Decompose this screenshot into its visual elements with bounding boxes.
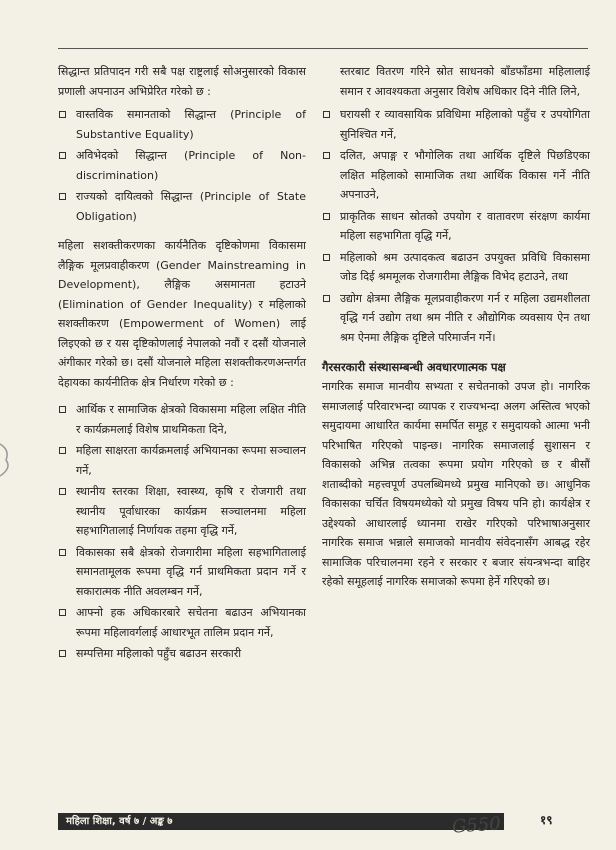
left-column [58,62,306,666]
checkbox-bullet-icon [59,488,66,495]
list-item [58,543,306,602]
checkbox-bullet-icon [323,213,330,220]
list-item-text: सम्पत्तिमा महिलाको पहुँच बढाउन सरकारी [76,647,242,660]
checkbox-bullet-icon [323,111,330,118]
list-item-text: अविभेदको सिद्धान्त (Principle of Non-discrimination) [76,149,306,182]
list-item-text: प्राकृतिक साधन स्रोतको उपयोग र वातावरण संरक्षण कार्यमा महिला सहभागिता वृद्धि गर्ने, [340,209,590,242]
top-rule [58,48,588,49]
list-item [58,146,306,185]
intro-paragraph: सिद्धान्त प्रतिपादन गरी सबै पक्ष राष्ट्रलाई सोअनुसारको विकास प्रणाली अपनाउन अभिप्रेरित गरेको छ : [58,65,306,98]
checkbox-bullet-icon [59,152,66,159]
list-item-text: विकासका सबै क्षेत्रको रोजगारीमा महिला सहभागितालाई समानतामूलक रूपमा वृद्धि गर्न प्राथमिकता प्रदान गर्ने र सकारात्मक नीति अवलम्बन गर्ने, [76,545,306,598]
list-item-text: घरायसी र व्यावसायिक प्रविधिमा महिलाको पहुँच र उपयोगिता सुनिश्चित गर्ने, [340,108,590,141]
body-paragraph: महिला सशक्तीकरणका कार्यनैतिक दृष्टिकोणमा विकासमा लैङ्गिक मूलप्रवाहीकरण (Gender Mainstreaming in Development), लैङ्गिक असमानता हटाउने (Elimination of Gender Inequality) र महिलाको सशक्तीकरण (Empowerment of Women) लाई लिइएको छ र यस दृष्टिकोणलाई नेपालको नवौं र दसौं योजनाले अंगीकार गरेको छ। दसौं योजनाले महिला सशक्तीकरणअन्तर्गत देहायका कार्यनीतिक क्षेत्र निर्धारण गरेको छ : [58,239,306,389]
list-item [58,441,306,480]
list-item [58,105,306,144]
list-item [58,482,306,541]
section-heading: गैरसरकारी संस्थासम्बन्धी अवधारणात्मक पक्ष [322,360,506,374]
list-item-text: आफ्नो हक अधिकारबारे सचेतना बढाउन अभियानका रूपमा महिलावर्गलाई आधारभूत तालिम प्रदान गर्ने, [76,606,306,639]
list-item-text: महिलाको श्रम उत्पादकत्व बढाउन उपयुक्त प्रविधि विकासमा जोड दिई श्रममूलक रोजगारीमा लैङ्गिक विभेद हटाउने, तथा [340,250,590,283]
checkbox-bullet-icon [59,447,66,454]
page-edge-tear-icon [0,442,14,478]
list-item [58,187,306,226]
checkbox-bullet-icon [323,295,330,302]
checkbox-bullet-icon [59,549,66,556]
list-item-text: राज्यको दायित्वको सिद्धान्त (Principle of State Obligation) [76,190,306,223]
list-item-text: महिला साक्षरता कार्यक्रमलाई अभियानका रूपमा सञ्चालन गर्ने, [76,444,306,477]
journal-title: महिला शिक्षा, वर्ष ७ / अङ्क ७ [66,816,173,827]
list-item-text: उद्योग क्षेत्रमा लैङ्गिक मूलप्रवाहीकरण गर्न र महिला उद्यमशीलता वृद्धि गर्न उद्योग तथा श्रम नीति र औद्योगिक व्यवसाय ऐन तथा श्रम ऐनमा लैङ्गिक दृष्टिले परिमार्जन गर्ने। [340,291,590,344]
strategies-list-left [58,400,306,664]
section-paragraph: नागरिक समाज मानवीय सभ्यता र सचेतनाको उपज हो। नागरिक समाजलाई परिवारभन्दा व्यापक र राज्यभन्दा अलग अस्तित्व भएको समुदायमा आधारित कार्यमा समर्पित समूह र समुदायको आत्मा भनी परिभाषित गरिएको पाइन्छ। नागरिक समाजलाई सुशासन र विकासको अभिन्न तत्वका रूपमा प्रयोग गरिएको छ र बीसौं शताब्दीको महत्त्वपूर्ण उपलब्धिमध्ये प्रमुख मानिएको छ। आधुनिक विकासका चर्चित विषयमध्येको यो प्रमुख विषय पनि हो। कार्यक्षेत्र र उद्देश्यको आधारलाई ध्यानमा राखेर गरिएको परिभाषाअनुसार नागरिक समाज भन्नाले समाजको मानवीय संवेदनासँग आबद्ध रहेर सामाजिक परिचालनमा रहने र सरकार र बजार संयन्त्रभन्दा बाहिर रहेको समूहलाई नागरिक समाजको रूपमा हेर्ने गरिएको छ। [322,380,590,588]
list-item [58,603,306,642]
continuation-text: स्तरबाट वितरण गरिने स्रोत साधनको बाँडफाँडमा महिलालाई समान र आवश्यकता अनुसार विशेष अधिकार दिने नीति लिने, [340,65,590,98]
footer-band [58,813,504,830]
checkbox-bullet-icon [323,254,330,261]
list-item [58,400,306,439]
list-item-text: स्थानीय स्तरका शिक्षा, स्वास्थ्य, कृषि र रोजगारी तथा स्थानीय पूर्वाधारका कार्यक्रम सञ्चालनमा महिला सहभागितालाई निर्णायक तहमा वृद्धि गर्ने, [76,485,306,537]
checkbox-bullet-icon [59,111,66,118]
handwritten-note: G550 [451,813,502,838]
checkbox-bullet-icon [323,152,330,159]
list-item [322,248,590,287]
list-item [322,207,590,246]
strategies-list-right [322,105,590,347]
checkbox-bullet-icon [59,650,66,657]
list-item-text: आर्थिक र सामाजिक क्षेत्रको विकासमा महिला लक्षित नीति र कार्यक्रमलाई विशेष प्राथमिकता दिने, [76,403,306,436]
checkbox-bullet-icon [59,193,66,200]
list-item-text: वास्तविक समानताको सिद्धान्त (Principle of Substantive Equality) [76,108,306,141]
checkbox-bullet-icon [59,406,66,413]
list-item-text: दलित, अपाङ्ग र भौगोलिक तथा आर्थिक दृष्टिले पिछडिएका लक्षित महिलाको सामाजिक तथा आर्थिक विकास गर्ने नीति अपनाउने, [340,149,590,201]
list-item [322,105,590,144]
principles-list [58,105,306,226]
right-column [322,62,590,592]
list-item [58,644,306,664]
list-item [322,289,590,348]
checkbox-bullet-icon [59,609,66,616]
page-number: १९ [540,813,553,827]
list-item [322,146,590,205]
